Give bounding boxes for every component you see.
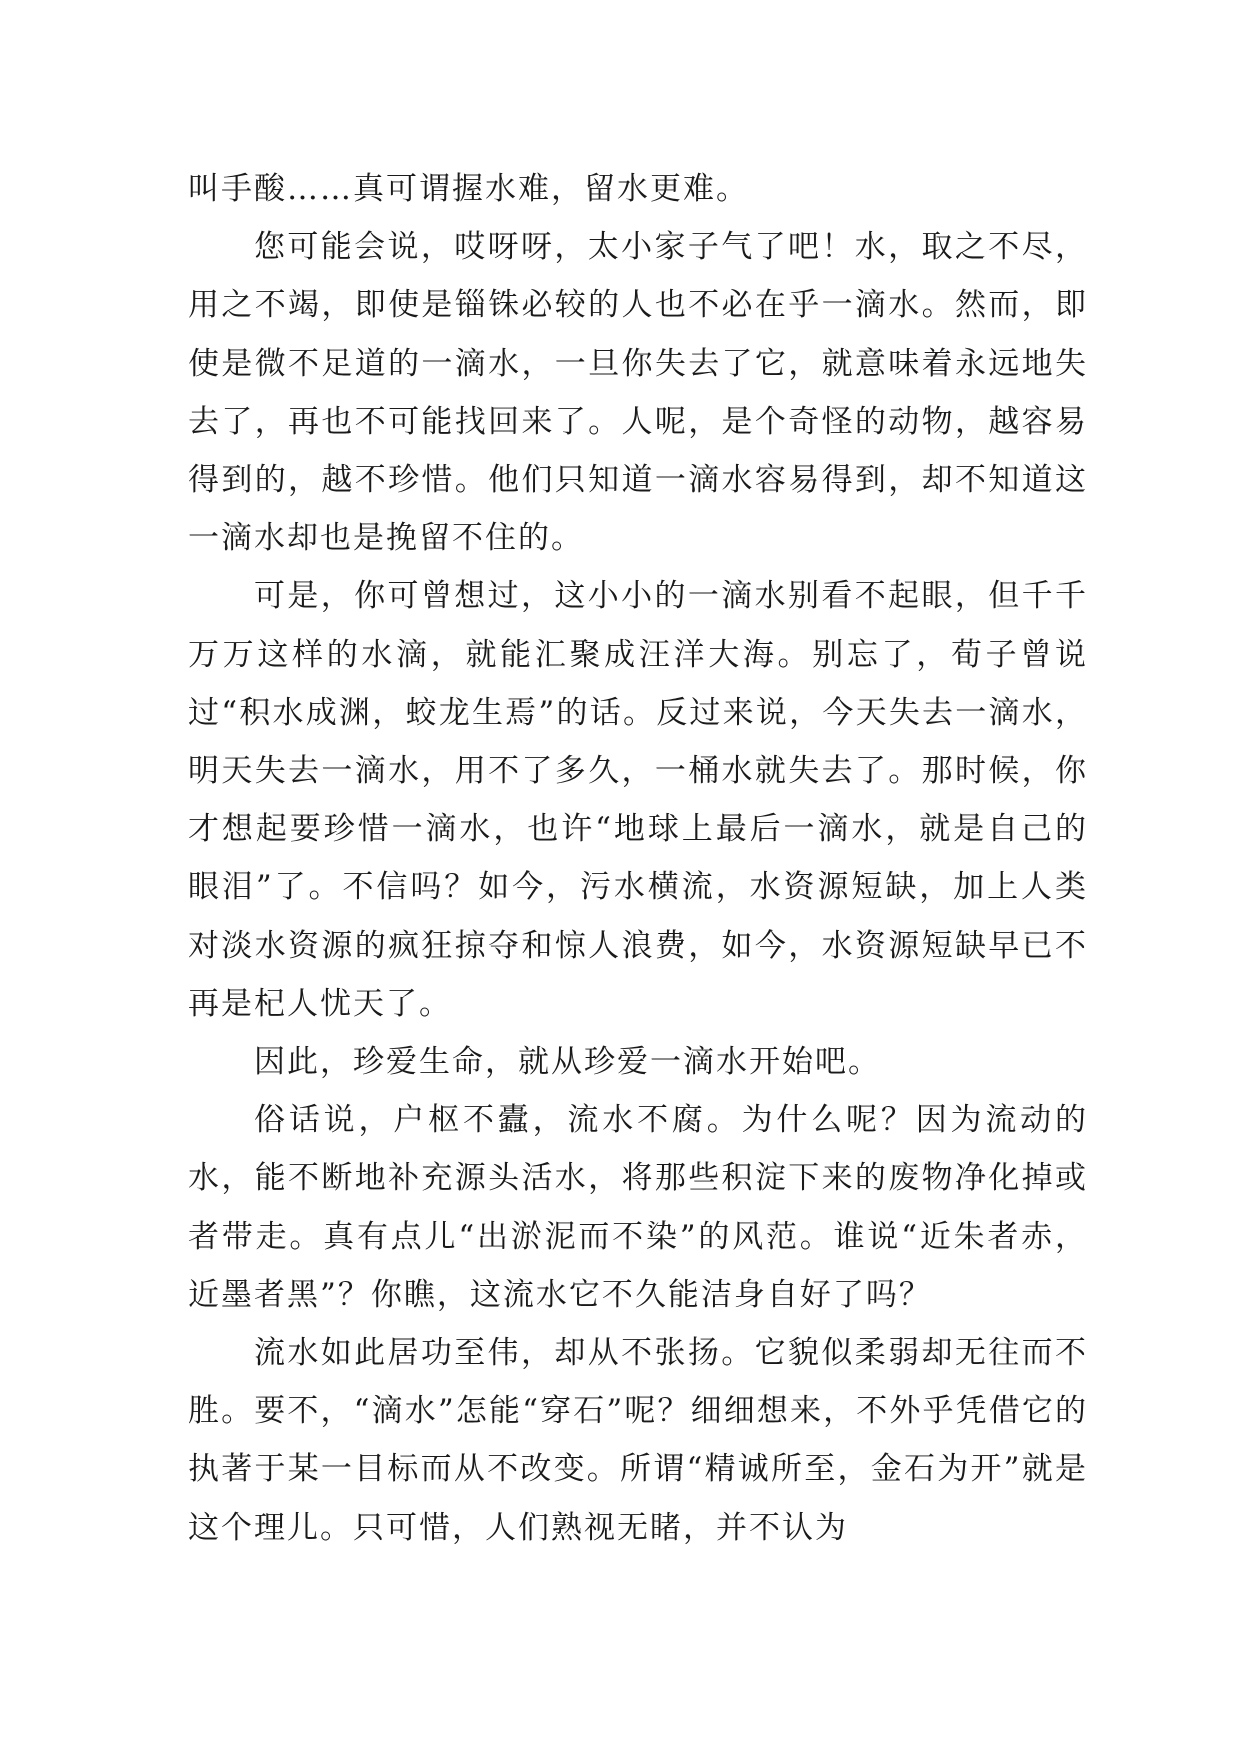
paragraph: 俗话说，户枢不蠹，流水不腐。为什么呢？因为流动的水，能不断地补充源头活水，将那些积淀下来的废物净化掉或者带走。真有点儿“出淤泥而不染”的风范。谁说“近朱者赤，近墨者黑”？你瞧，这流水它不久能洁身自好了吗？	[188, 1102, 1088, 1313]
paragraph: 因此，珍爱生命，就从珍爱一滴水开始吧。	[254, 1044, 881, 1081]
paragraph: 您可能会说，哎呀呀，太小家子气了吧！水，取之不尽，用之不竭，即使是锱铢必较的人也不必在乎一滴水。然而，即使是微不足道的一滴水，一旦你失去了它，就意味着永远地失去了，再也不可能找回来了。人呢，是个奇怪的动物，越容易得到的，越不珍惜。他们只知道一滴水容易得到，却不知道这一滴水却也是挽留不住的。	[188, 229, 1088, 557]
paragraph: 可是，你可曾想过，这小小的一滴水别看不起眼，但千千万万这样的水滴，就能汇聚成汪洋大海。别忘了，荀子曾说过“积水成渊，蛟龙生焉”的话。反过来说，今天失去一滴水，明天失去一滴水，用不了多久，一桶水就失去了。那时候，你才想起要珍惜一滴水，也许“地球上最后一滴水，就是自己的眼泪”了。不信吗？如今，污水横流，水资源短缺，加上人类对淡水资源的疯狂掠夺和惊人浪费，如今，水资源短缺早已不再是杞人忧天了。	[188, 578, 1088, 1022]
paragraph: 流水如此居功至伟，却从不张扬。它貌似柔弱却无往而不胜。要不，“滴水”怎能“穿石”呢？细细想来，不外乎凭借它的执著于某一目标而从不改变。所谓“精诚所至，金石为开”就是这个理儿。只可惜，人们熟视无睹，并不认为	[188, 1335, 1088, 1546]
body-text	[188, 160, 1088, 1557]
paragraph-continuation: 叫手酸……真可谓握水难，留水更难。	[188, 171, 749, 207]
